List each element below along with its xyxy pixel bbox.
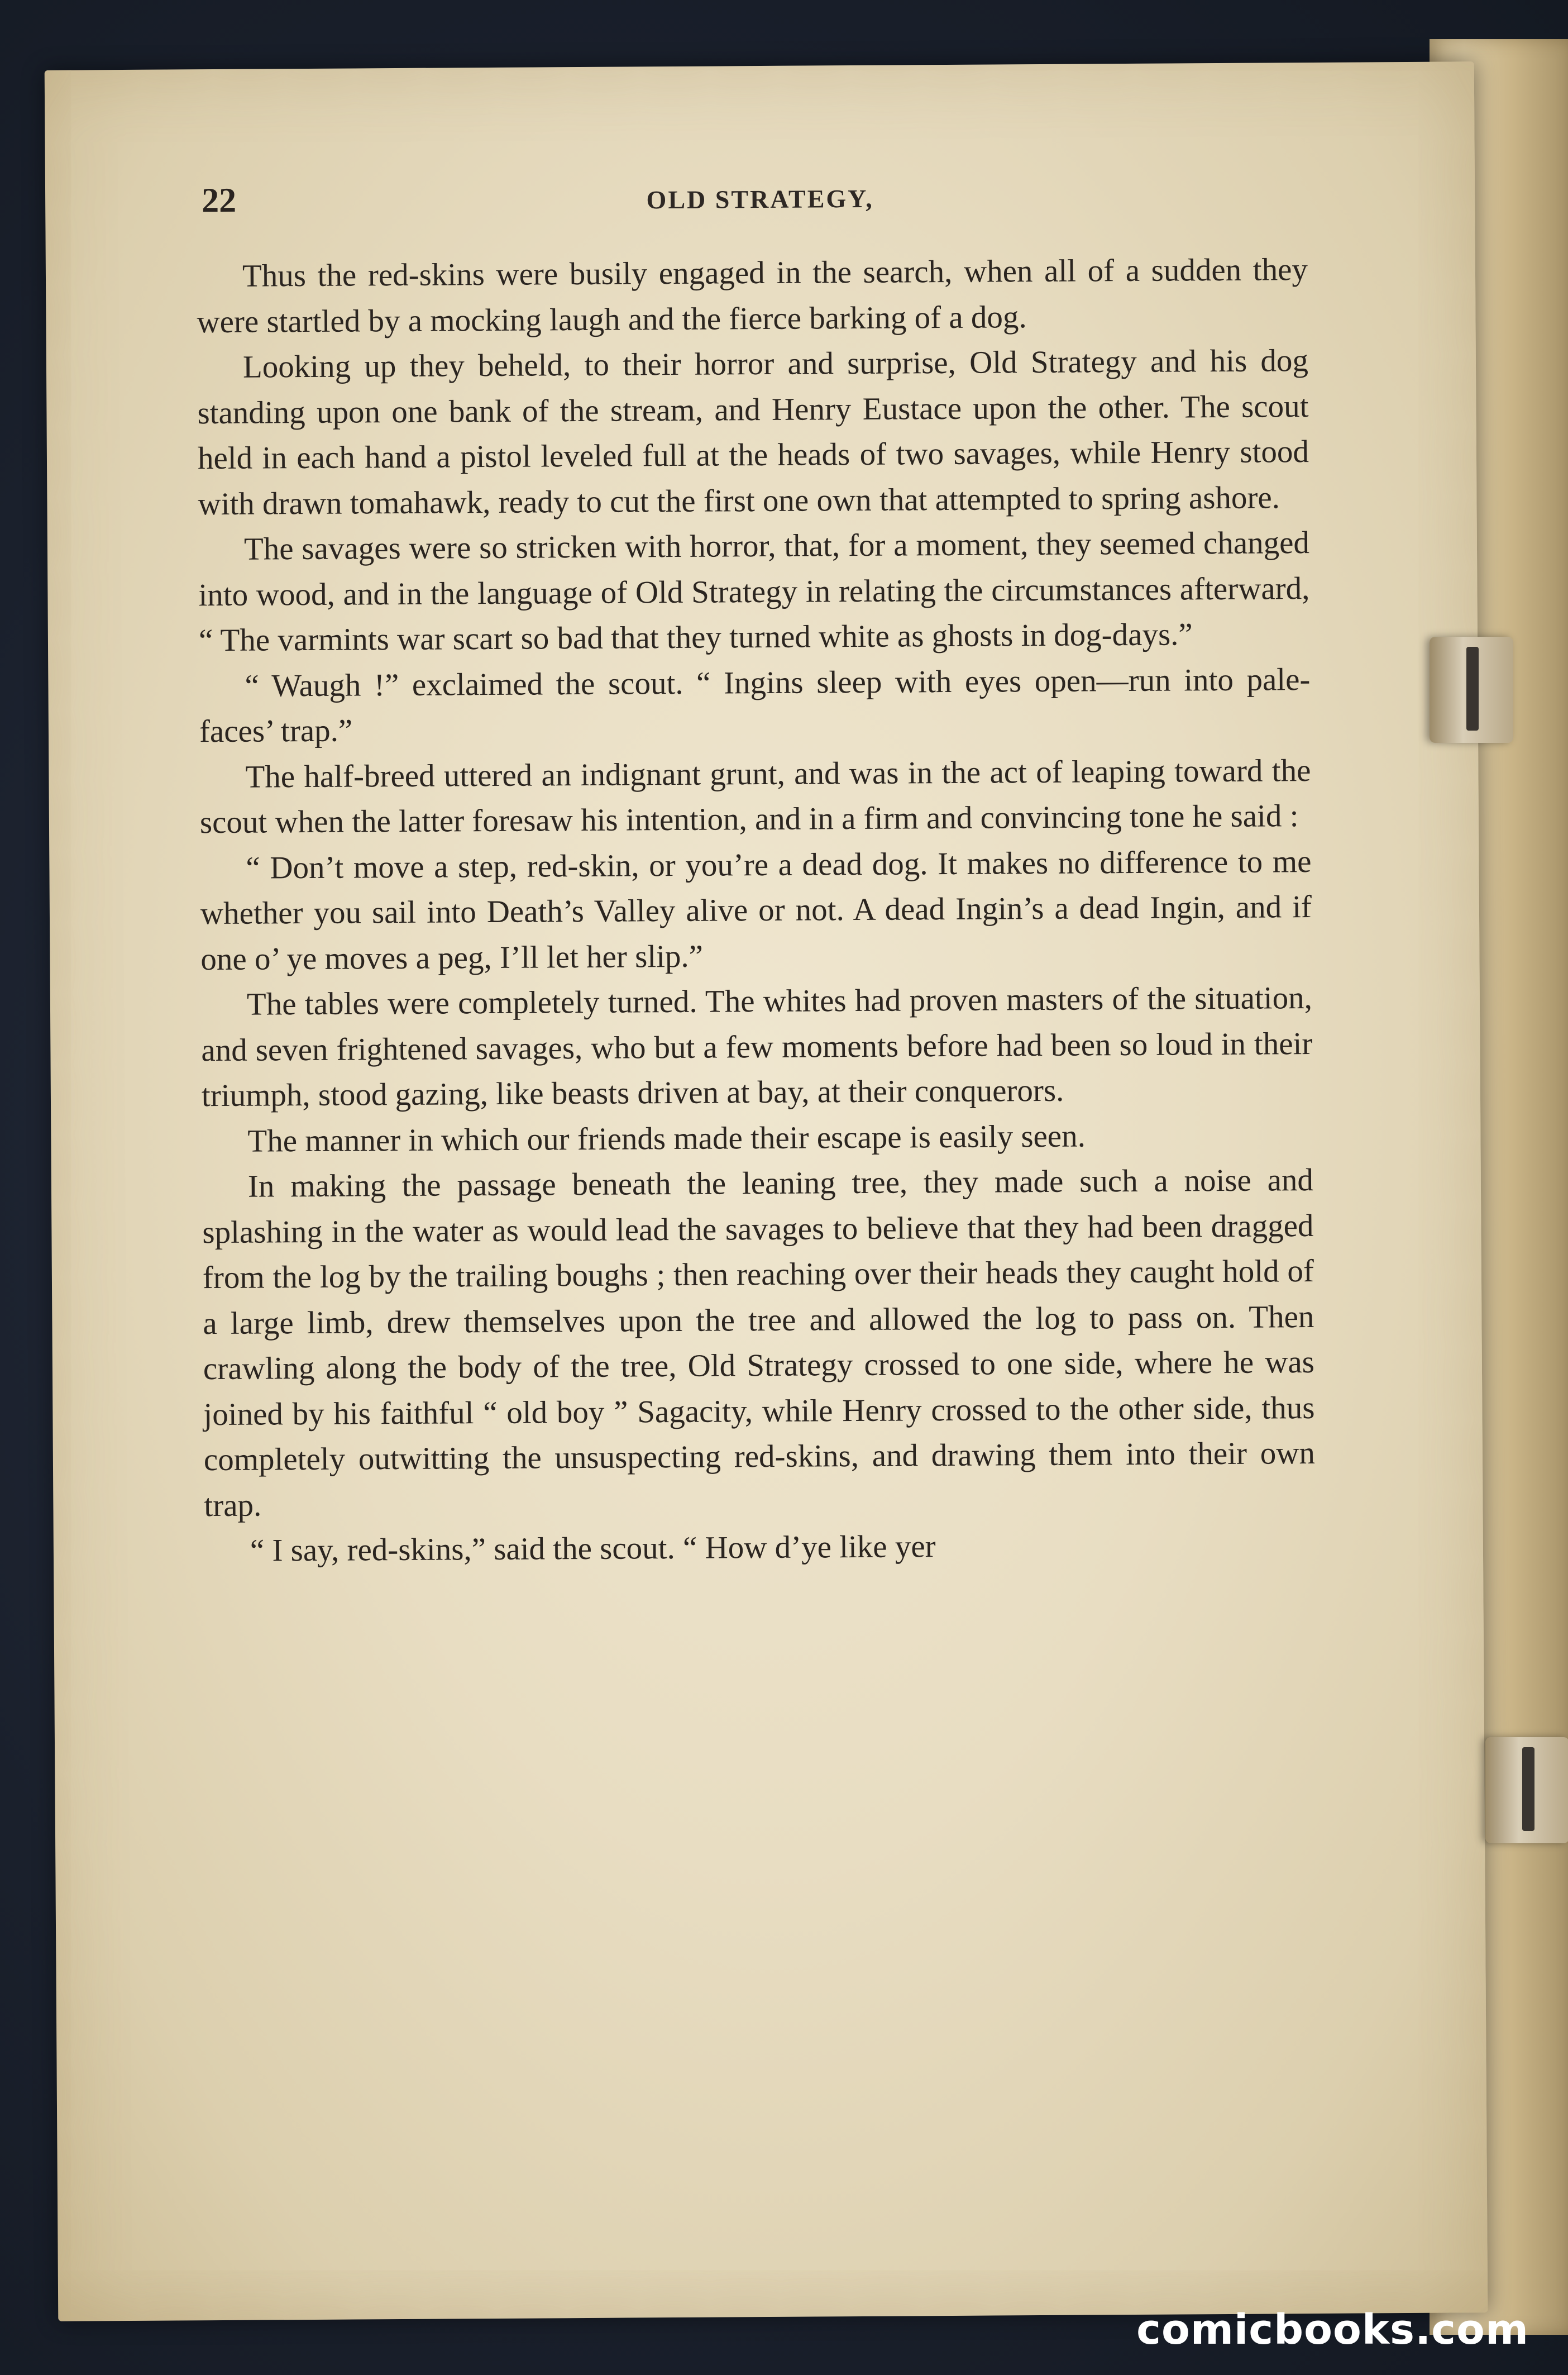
paragraph: In making the passage beneath the leaning tree, they made such a noise and splashing in the water as would lead the savages to believe that they had been dragged from the log by the trailing boughs ; then reaching over their heads they caught hold of a large limb, drew themselves upon the tree and allowed the log to pass on. Then crawling along the body of the tree, Old Strategy crossed to one side, where he was joined by his faithful “ old boy ” Sagacity, while Henry crossed to the other side, thus completely outwitting the unsuspecting red-skins, and drawing them into their own trap. bbox=[202, 1162, 1316, 1523]
paragraph: The savages were so stricken with horror, that, for a moment, they seemed changed into wood, and in the language of Old Strategy in relating the circumstances afterward, “ The varmints war scart so bad that they turned white as ghosts in dog-days.” bbox=[198, 525, 1310, 659]
binding-clip bbox=[1485, 1737, 1568, 1843]
paragraph: Looking up they beheld, to their horror and surprise, Old Strategy and his dog standing upon one bank of the stream, and Henry Eustace upon the other. The scout held in each hand a pistol leveled full at the heads of two savages, while Henry stood with drawn tomahawk, ready to cut the first one own that attempted to spring ashore. bbox=[197, 343, 1309, 522]
paragraph: “ Waugh !” exclaimed the scout. “ Ingins sleep with eyes open—run into pale-faces’ trap.” bbox=[199, 661, 1311, 750]
paragraph: The manner in which our friends made their escape is easily seen. bbox=[247, 1118, 1086, 1159]
paragraph: “ I say, red-skins,” said the scout. “ How d’ye like yer bbox=[250, 1529, 936, 1568]
page-number: 22 bbox=[201, 181, 237, 220]
binding-clip bbox=[1430, 637, 1513, 743]
paragraph: The half-breed uttered an indignant grunt, and was in the act of leaping toward the scout when the latter foresaw his intention, and in a firm and convincing tone he said : bbox=[199, 752, 1311, 841]
body-text bbox=[197, 247, 1316, 1574]
running-head: OLD STRATEGY, bbox=[646, 184, 874, 214]
paragraph: The tables were completely turned. The whites had proven masters of the situation, and seven frightened savages, who but a few moments before had been so loud in their triumph, stood gazing, like beasts driven at bay, at their conquerors. bbox=[201, 980, 1313, 1114]
paragraph: Thus the red-skins were busily engaged in the search, when all of a sudden they were startled by a mocking laugh and the fierce barking of a dog. bbox=[197, 252, 1308, 340]
paragraph: “ Don’t move a step, red-skin, or you’re a dead dog. It makes no difference to me whether you sail into Death’s Valley alive or not. A dead Ingin’s a dead Ingin, and if one o’ ye moves a peg, I’ll let her slip.” bbox=[200, 843, 1312, 977]
book-page bbox=[45, 61, 1488, 2321]
watermark: comicbooks.com bbox=[1136, 2306, 1529, 2354]
page-header bbox=[45, 173, 1475, 238]
